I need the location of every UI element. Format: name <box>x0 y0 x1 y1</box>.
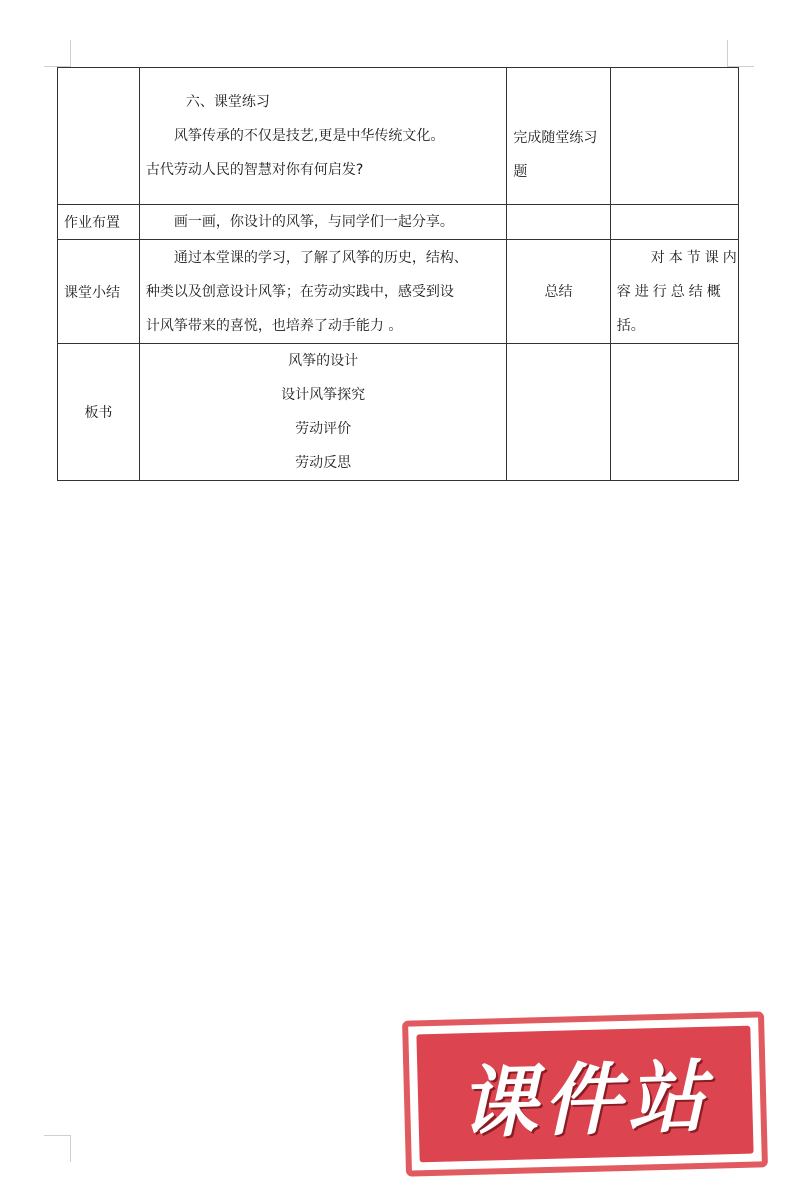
intent-line: 对本节课内 <box>650 249 741 266</box>
activity-cell <box>507 68 610 205</box>
activity-line: 总结 <box>544 283 573 300</box>
content-cell <box>139 205 506 240</box>
blackboard-line: 劳动反思 <box>295 455 352 471</box>
content-line: 计风筝带来的喜悦，也培养了动手能力 。 <box>145 317 403 334</box>
blackboard-line: 设计风筝探究 <box>281 387 366 403</box>
lesson-plan-table <box>57 67 739 481</box>
content-cell <box>139 68 506 205</box>
content-line: 风筝传承的不仅是技艺,更是中华传统文化。 <box>173 128 445 144</box>
row-label-cell <box>58 344 140 481</box>
content-cell <box>139 240 506 344</box>
blackboard-line: 劳动评价 <box>295 421 352 437</box>
row-label-cell <box>58 68 140 205</box>
intent-cell <box>610 240 741 344</box>
stamp-fill <box>416 1026 753 1163</box>
intent-line: 容进行总结概 <box>616 283 725 300</box>
table-row-summary <box>58 240 739 344</box>
row-label-cell <box>58 205 140 240</box>
content-line: 画一画，你设计的风筝，与同学们一起分享。 <box>173 214 454 230</box>
table-row-blackboard <box>58 344 739 481</box>
watermark-stamp <box>402 1011 768 1176</box>
watermark-text: 课件站 <box>458 1052 713 1150</box>
row-label: 板书 <box>84 405 113 421</box>
intent-cell <box>610 68 738 205</box>
intent-line: 括。 <box>616 317 645 334</box>
margin-mark-top-left <box>44 40 71 67</box>
row-label: 课堂小结 <box>64 284 120 301</box>
activity-cell <box>507 344 610 481</box>
row-label: 作业布置 <box>64 215 120 231</box>
margin-mark-top-right <box>727 40 754 67</box>
content-line: 通过本堂课的学习，了解了风筝的历史，结构、 <box>173 249 468 266</box>
content-line: 古代劳动人民的智慧对你有何启发? <box>145 162 364 178</box>
table-row-homework <box>58 205 739 240</box>
table-row-exercise <box>58 68 739 205</box>
activity-cell <box>507 240 610 344</box>
intent-cell <box>610 344 738 481</box>
content-line: 种类以及创意设计风筝；在劳动实践中，感受到设 <box>145 283 454 300</box>
margin-mark-bottom-left <box>44 1135 71 1162</box>
activity-line: 完成随堂练习 <box>513 130 598 146</box>
activity-cell <box>507 205 610 240</box>
blackboard-line: 风筝的设计 <box>288 353 359 369</box>
intent-cell <box>610 205 738 240</box>
row-label-cell <box>58 240 140 344</box>
section-heading: 六、课堂练习 <box>185 94 270 110</box>
content-cell <box>139 344 506 481</box>
activity-line: 题 <box>513 164 528 180</box>
